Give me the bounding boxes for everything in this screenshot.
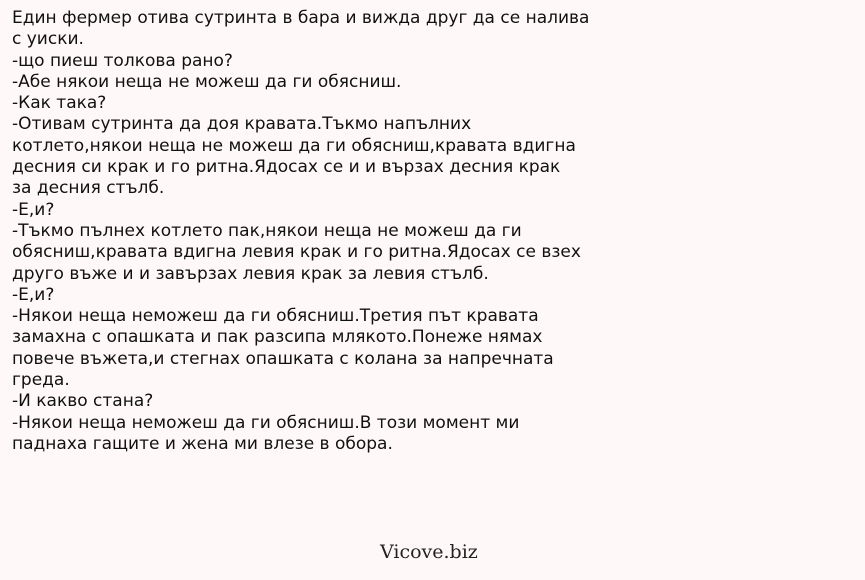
- joke-line: -Някои неща неможеш да ги обясниш.Третия път кравата: [12, 306, 539, 327]
- joke-line: за десния стълб.: [12, 178, 165, 199]
- joke-line: -Е,и?: [12, 284, 55, 305]
- joke-line: греда.: [12, 370, 70, 391]
- joke-line: -Как така?: [12, 93, 107, 114]
- joke-line: друго въже и и завързах левия крак за левия стълб.: [12, 263, 489, 284]
- joke-line: повече въжета,и стегнах опашката с колана за напречната: [12, 348, 554, 369]
- joke-line: -Някои неща неможеш да ги обясниш.В този момент ми: [12, 412, 520, 433]
- joke-line: -що пиеш толкова рано?: [12, 50, 233, 71]
- joke-line: с уиски.: [12, 29, 84, 50]
- joke-line: замахна с опашката и пак разсипа млякото.Понеже нямах: [12, 327, 543, 348]
- joke-line: паднаха гащите и жена ми влезе в обора.: [12, 433, 393, 454]
- joke-line: -И какво стана?: [12, 391, 154, 412]
- joke-line: -Отивам сутринта да доя кравата.Тъкмо напълних: [12, 114, 472, 135]
- joke-line: обясниш,кравата вдигна левия крак и го ритна.Ядосах се взех: [12, 242, 581, 263]
- site-watermark: Vicove.biz: [380, 541, 478, 563]
- joke-line: -Абе някои неща не можеш да ги обясниш.: [12, 71, 402, 92]
- joke-line: -Е,и?: [12, 199, 55, 220]
- joke-line: котлето,някои неща не можеш да ги обясниш,кравата вдигна: [12, 135, 576, 156]
- joke-line: Един фермер отива сутринта в бара и вижда друг да се налива: [12, 8, 590, 28]
- joke-line: -Тъкмо пълнех котлето пак,някои неща не можеш да ги: [12, 220, 522, 241]
- joke-text: [12, 8, 602, 455]
- joke-line: десния си крак и го ритна.Ядосах се и и вързах десния крак: [12, 157, 561, 178]
